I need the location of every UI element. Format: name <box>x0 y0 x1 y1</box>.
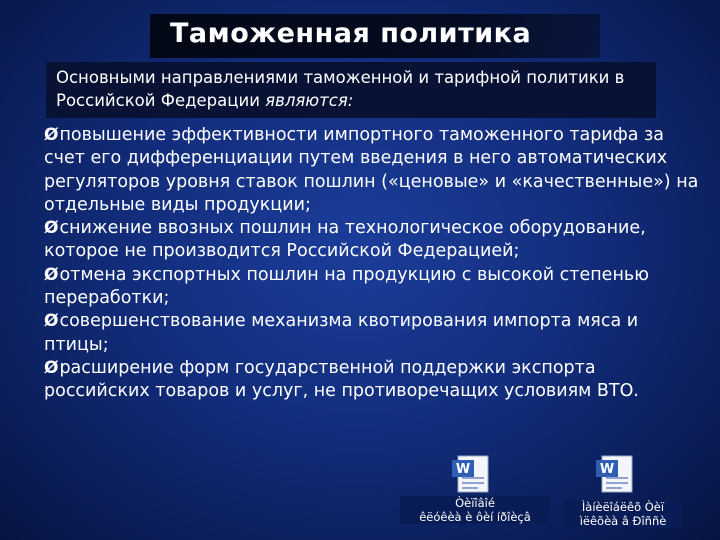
slide-title: Таможенная политика <box>170 18 532 49</box>
list-item-text: снижение ввозных пошлин на технологическое оборудование, которое не производится Российской Федерацией; <box>44 218 646 262</box>
list-item <box>44 310 704 357</box>
document-label-line: Òèïîâîé <box>455 496 495 510</box>
list-item-text: отмена экспортных пошлин на продукцию с высокой степенью переработки; <box>44 264 649 309</box>
arrow-bullet-icon: Ø <box>44 311 59 332</box>
document-label-line: Ìàíèëîáëêõ Òèï <box>581 500 665 514</box>
intro-text <box>56 66 646 112</box>
document-label-line: êëóêèà è ôèí íðîèçâ <box>419 510 531 524</box>
policy-list <box>44 124 704 404</box>
word-document-icon[interactable] <box>450 455 496 495</box>
intro-italic: являются: <box>265 91 354 110</box>
intro-main: Основными направлениями таможенной и тарифной политики в Российской Федерации <box>56 68 625 110</box>
document-label-line: ìëêõèà â Ðîññè <box>579 514 667 528</box>
list-item <box>44 357 704 404</box>
list-item-text: совершенствование механизма квотирования импорта мяса и птицы; <box>44 311 639 355</box>
svg-text:W: W <box>455 462 471 477</box>
list-item <box>44 264 704 311</box>
list-item <box>44 124 704 217</box>
arrow-bullet-icon: Ø <box>44 264 59 285</box>
list-item-text: расширение форм государственной поддержки экспорта российских товаров и услуг, не противоречащих условиям ВТО. <box>44 357 639 402</box>
word-document-icon[interactable] <box>594 455 640 495</box>
arrow-bullet-icon: Ø <box>44 125 59 145</box>
document-label[interactable] <box>564 500 682 528</box>
list-item <box>44 217 704 264</box>
list-item-text: повышение эффективности импортного таможенного тарифа за счет его дифференциации путем введения в него автоматических регуляторов уровня ставок пошлин («ценовые» и «качественные») на отдельные виды продукции; <box>44 125 699 215</box>
svg-text:W: W <box>599 462 615 477</box>
document-label[interactable] <box>400 496 550 524</box>
arrow-bullet-icon: Ø <box>44 218 59 239</box>
arrow-bullet-icon: Ø <box>44 357 59 378</box>
